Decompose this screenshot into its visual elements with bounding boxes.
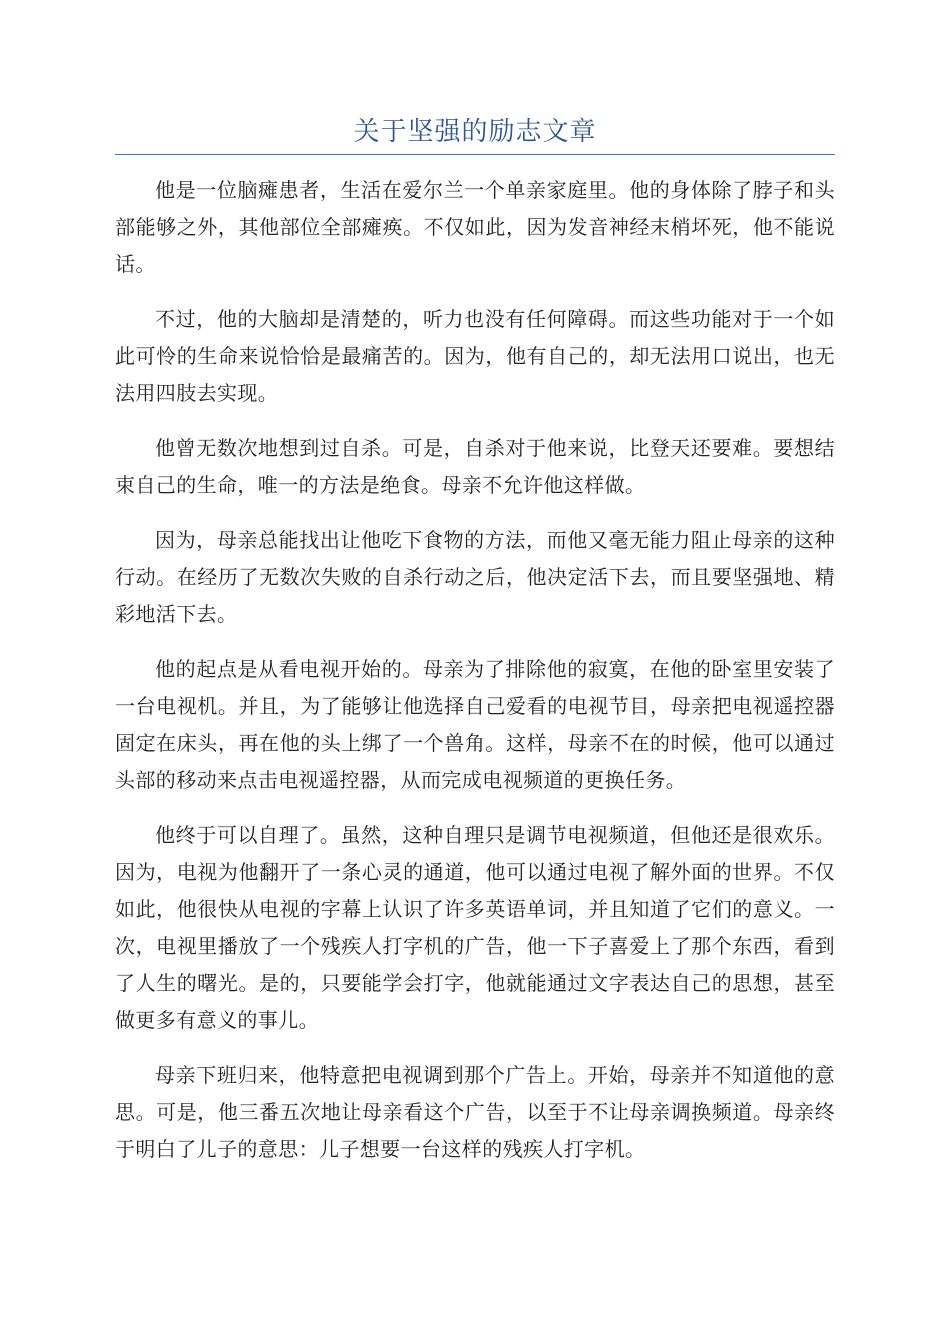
paragraph-5: 他的起点是从看电视开始的。母亲为了排除他的寂寞，在他的卧室里安装了一台电视机。并且，为了能够让他选择自己爱看的电视节目，母亲把电视遥控器固定在床头，再在他的头上绑了一个兽角。这样，母亲不在的时候，他可以通过头部的移动来点击电视遥控器，从而完成电视频道的更换任务。 [115,657,835,792]
paragraph-1: 他是一位脑瘫患者，生活在爱尔兰一个单亲家庭里。他的身体除了脖子和头部能够之外，其他部位全部瘫痪。不仅如此，因为发音神经末梢坏死，他不能说话。 [115,178,835,276]
article-body [115,172,835,1186]
paragraph-4: 因为，母亲总能找出让他吃下食物的方法，而他又毫无能力阻止母亲的这种行动。在经历了无数次失败的自杀行动之后，他决定活下去，而且要坚强地、精彩地活下去。 [115,528,835,626]
paragraph-3: 他曾无数次地想到过自杀。可是，自杀对于他来说，比登天还要难。要想结束自己的生命，唯一的方法是绝食。母亲不允许他这样做。 [115,436,835,497]
paragraph-7: 母亲下班归来，他特意把电视调到那个广告上。开始，母亲并不知道他的意思。可是，他三番五次地让母亲看这个广告，以至于不让母亲调换频道。母亲终于明白了儿子的意思：儿子想要一台这样的残疾人打字机。 [115,1063,835,1161]
page-title: 关于坚强的励志文章 [353,117,597,147]
title-underline [115,154,835,155]
paragraph-2: 不过，他的大脑却是清楚的，听力也没有任何障碍。而这些功能对于一个如此可怜的生命来说恰恰是最痛苦的。因为，他有自己的，却无法用口说出，也无法用四肢去实现。 [115,307,835,405]
paragraph-6: 他终于可以自理了。虽然，这种自理只是调节电视频道，但他还是很欢乐。因为，电视为他翻开了一条心灵的通道，他可以通过电视了解外面的世界。不仅如此，他很快从电视的字幕上认识了许多英语单词，并且知道了它们的意义。一次，电视里播放了一个残疾人打字机的广告，他一下子喜爱上了那个东西，看到了人生的曙光。是的，只要能学会打字，他就能通过文字表达自己的思想，甚至做更多有意义的事儿。 [115,823,835,1032]
